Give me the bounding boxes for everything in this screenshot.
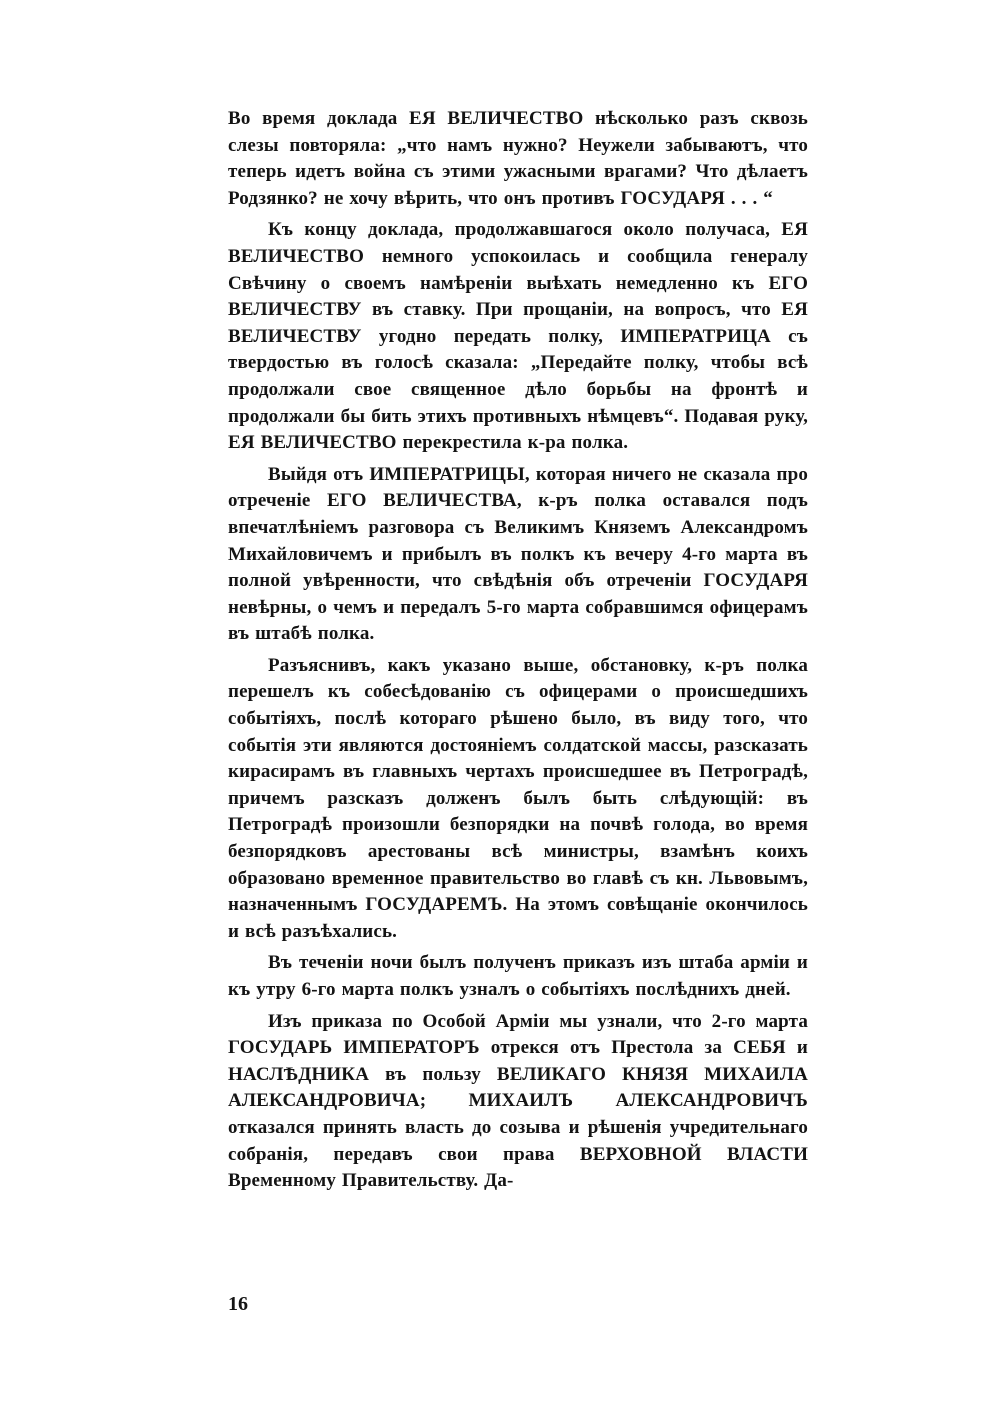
paragraph-5: Въ теченіи ночи былъ полученъ приказъ изъ штаба арміи и къ утру 6-го марта полкъ узналъ о событіяхъ послѣднихъ дней. — [228, 952, 808, 1000]
paragraph-1: Во время доклада ЕЯ ВЕЛИЧЕСТВО нѣсколько разъ сквозь слезы повторяла: „что намъ нужно? Неужели забываютъ, что теперь идетъ война съ этими ужасными врагами? Что дѣлаетъ Родзянко? не хочу вѣрить, что онъ противъ ГОСУДАРЯ . . . “ — [228, 108, 808, 209]
page-number: 16 — [228, 1293, 248, 1315]
body-text — [228, 106, 808, 1195]
paragraph-3: Выйдя отъ ИМПЕРАТРИЦЫ, которая ничего не сказала про отреченіе ЕГО ВЕЛИЧЕСТВА, к-ръ полка оставался подъ впечатлѣніемъ разговора съ Великимъ Княземъ Александромъ Михайловичемъ и прибылъ въ полкъ къ вечеру 4-го марта въ полной увѣренности, что свѣдѣнія объ отреченіи ГОСУДАРЯ невѣрны, о чемъ и передалъ 5-го марта собравшимся офицерамъ въ штабѣ полка. — [228, 463, 808, 645]
paragraph-4: Разъяснивъ, какъ указано выше, обстановку, к-ръ полка перешелъ къ собесѣдованію съ офицерами о происшедшихъ событіяхъ, послѣ котораго рѣшено было, въ виду того, что событія эти являются достояніемъ солдатской массы, разсказать кирасирамъ въ главныхъ чертахъ происшедшее въ Петроградѣ, причемъ разсказъ долженъ былъ быть слѣдующій: въ Петроградѣ произошли безпорядки на почвѣ голода, во время безпорядковъ арестованы всѣ министры, взамѣнъ коихъ образовано временное правительство во главѣ съ кн. Львовымъ, назначеннымъ ГОСУДАРЕМЪ. На этомъ совѣщаніе окончилось и всѣ разъѣхались. — [228, 654, 808, 942]
paragraph-6: Изъ приказа по Особой Арміи мы узнали, что 2-го марта ГОСУДАРЬ ИМПЕРАТОРЪ отрекся отъ Престола за СЕБЯ и НАСЛѢДНИКА въ пользу ВЕЛИКАГО КНЯЗЯ МИХАИЛА АЛЕКСАНДРОВИЧА; МИХАИЛЪ АЛЕКСАНДРОВИЧЪ отказался принять власть до созыва и рѣшенія учредительнаго собранія, передавъ свои права ВЕРХОВНОЙ ВЛАСТИ Временному Правительству. Да- — [228, 1010, 808, 1192]
paragraph-2: Къ концу доклада, продолжавшагося около получаса, ЕЯ ВЕЛИЧЕСТВО немного успокоилась и сообщила генералу Свѣчину о своемъ намѣреніи выѣхать немедленно къ ЕГО ВЕЛИЧЕСТВУ въ ставку. При прощаніи, на вопросъ, что ЕЯ ВЕЛИЧЕСТВУ угодно передать полку, ИМПЕРАТРИЦА съ твердостью въ голосѣ сказала: „Передайте полку, чтобы всѣ продолжали свое священное дѣло борьбы на фронтѣ и продолжали бы бить этихъ противныхъ нѣмцевъ“. Подавая руку, ЕЯ ВЕЛИЧЕСТВО перекрестила к-ра полка. — [228, 219, 808, 454]
